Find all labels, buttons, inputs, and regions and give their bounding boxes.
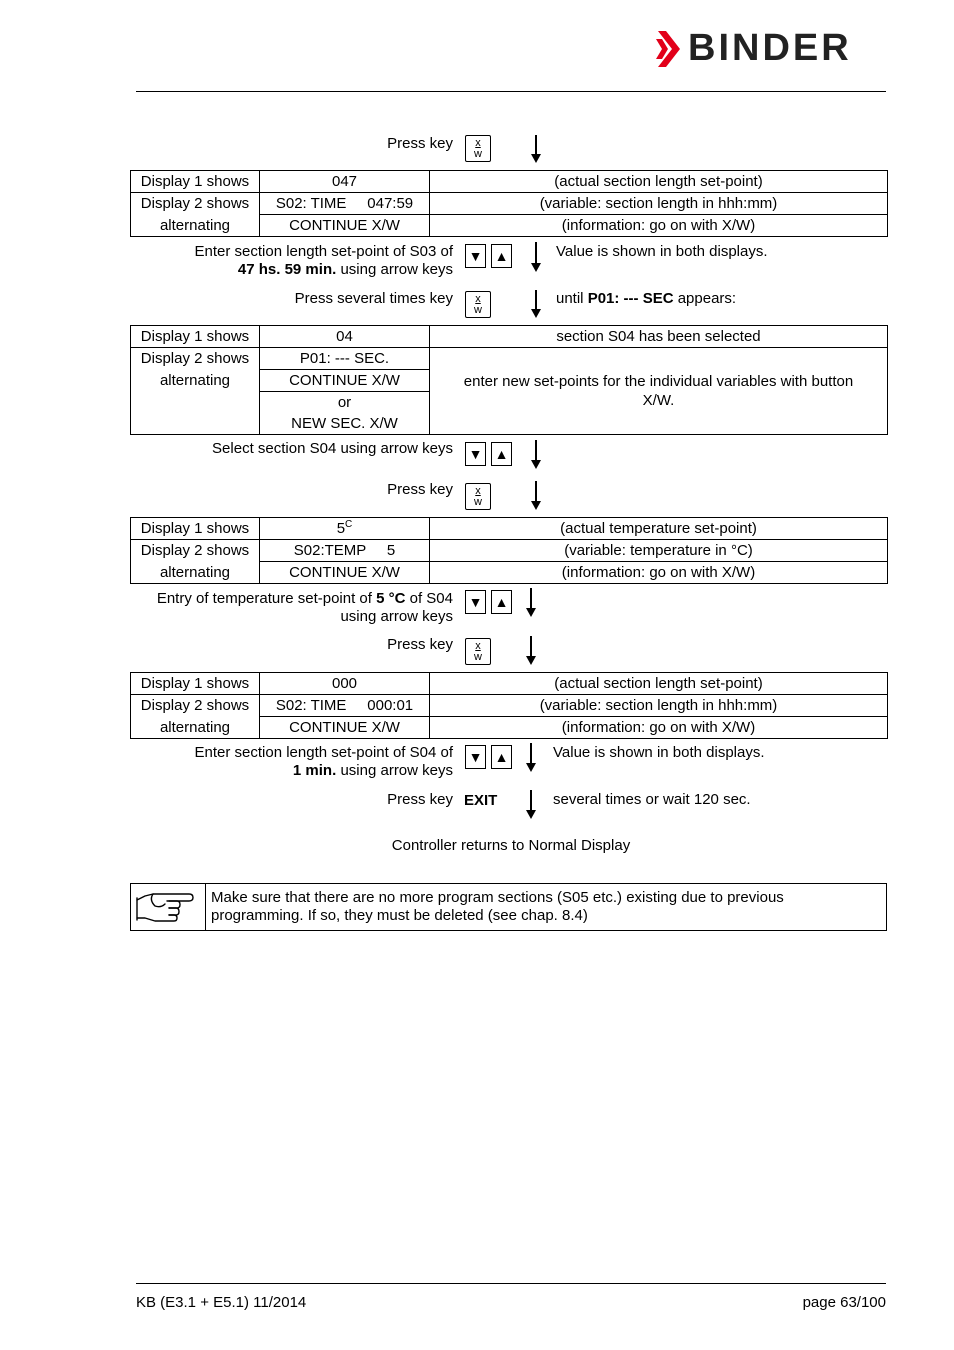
entry-temp-instruction: Entry of temperature set-point of 5 °C of S04 using arrow keys [156, 590, 453, 625]
table-cell: CONTINUE X/W [260, 562, 430, 584]
table-cell: $5^C$ [260, 518, 430, 540]
table-cell [131, 413, 260, 435]
down-arrow-icon [526, 790, 536, 819]
press-key-label: Press key [387, 636, 453, 653]
enter-s04-instruction: Enter section length set-point of S04 of 1 min. using arrow keys [194, 744, 453, 779]
table-cell: (information: go on with X/W) [430, 215, 888, 237]
arrow-down-key-icon: ▼ [465, 244, 486, 268]
display-table-1 [130, 170, 888, 237]
footer-document-id: KB (E3.1 + E5.1) 11/2014 [136, 1294, 307, 1311]
down-arrow-icon [526, 588, 536, 617]
table-cell: Display 2 shows [131, 193, 260, 215]
pointing-hand-icon [131, 884, 206, 930]
table-cell: Display 2 shows [131, 695, 260, 717]
binder-logo [656, 27, 888, 69]
press-key-label: Press key [387, 791, 453, 808]
value-shown-text: Value is shown in both displays. [556, 243, 768, 260]
down-arrow-icon [531, 440, 541, 469]
arrow-up-key-icon: ▲ [491, 442, 512, 466]
press-several-label: Press several times key [294, 290, 453, 307]
select-s04-label: Select section S04 using arrow keys [212, 440, 453, 457]
table-cell: (actual section length set-point) [430, 673, 888, 695]
binder-logo-text: BINDER [688, 27, 852, 69]
table-cell: (actual temperature set-point) [430, 518, 888, 540]
table-cell: alternating [131, 562, 260, 584]
footer-page-number: page 63/100 [802, 1294, 886, 1311]
enter-s03-instruction: Enter section length set-point of S03 of 47 hs. 59 min. using arrow keys [194, 243, 453, 278]
table-cell: Display 1 shows [131, 518, 260, 540]
display-table-2 [130, 325, 888, 435]
table-cell: (information: go on with X/W) [430, 562, 888, 584]
table-cell: (actual section length set-point) [430, 171, 888, 193]
arrow-up-key-icon: ▲ [491, 244, 512, 268]
table-cell: S02: TIME 047:59 [260, 193, 430, 215]
value-shown-text: Value is shown in both displays. [553, 744, 765, 761]
table-cell: Display 2 shows [131, 348, 260, 370]
arrow-down-key-icon: ▼ [465, 442, 486, 466]
arrow-up-key-icon: ▲ [491, 745, 512, 769]
press-key-label: Press key [387, 481, 453, 498]
table-cell: or [260, 392, 430, 414]
display-table-3 [130, 517, 888, 584]
table-cell: alternating [131, 717, 260, 739]
down-arrow-icon [531, 481, 541, 510]
table-cell: 000 [260, 673, 430, 695]
down-arrow-icon [526, 743, 536, 772]
xw-key-icon: x w [465, 291, 491, 318]
table-cell: Display 1 shows [131, 326, 260, 348]
note-box [130, 883, 887, 931]
table-cell: alternating [131, 215, 260, 237]
xw-key-icon: x w [465, 135, 491, 162]
table-cell: enter new set-points for the individual variables with button X/W. [430, 348, 888, 435]
press-key-label: Press key [387, 135, 453, 152]
table-cell: S02:TEMP 5 [260, 540, 430, 562]
table-cell: CONTINUE X/W [260, 717, 430, 739]
table-cell: NEW SEC. X/W [260, 413, 430, 435]
down-arrow-icon [531, 290, 541, 318]
arrow-up-key-icon: ▲ [491, 590, 512, 614]
down-arrow-icon [526, 636, 536, 665]
table-cell: CONTINUE X/W [260, 215, 430, 237]
exit-key-label: EXIT [464, 792, 498, 809]
table-cell: CONTINUE X/W [260, 370, 430, 392]
table-cell: alternating [131, 370, 260, 392]
table-cell: Display 2 shows [131, 540, 260, 562]
table-cell: P01: --- SEC. [260, 348, 430, 370]
binder-logo-mark-icon [656, 31, 682, 67]
xw-key-icon: x w [465, 483, 491, 510]
footer-rule [136, 1283, 886, 1284]
header-rule [136, 91, 886, 92]
down-arrow-icon [531, 135, 541, 163]
table-cell: (variable: temperature in °C) [430, 540, 888, 562]
table-cell: 047 [260, 171, 430, 193]
until-text: until P01: --- SEC appears: [556, 290, 737, 307]
table-cell: (variable: section length in hhh:mm) [430, 193, 888, 215]
returns-normal-display-text: Controller returns to Normal Display [391, 837, 631, 854]
table-cell: (variable: section length in hhh:mm) [430, 695, 888, 717]
arrow-down-key-icon: ▼ [465, 590, 486, 614]
xw-key-icon: x w [465, 638, 491, 665]
note-text: Make sure that there are no more program sections (S05 etc.) existing due to previous programming. If so, they must be deleted (see chap. 8.4) [211, 889, 784, 924]
table-cell: Display 1 shows [131, 171, 260, 193]
table-cell: Display 1 shows [131, 673, 260, 695]
display-table-4 [130, 672, 888, 739]
table-cell: 04 [260, 326, 430, 348]
table-cell: S02: TIME 000:01 [260, 695, 430, 717]
down-arrow-icon [531, 242, 541, 272]
exit-text: several times or wait 120 sec. [553, 791, 751, 808]
table-cell: section S04 has been selected [430, 326, 888, 348]
arrow-down-key-icon: ▼ [465, 745, 486, 769]
table-cell [131, 392, 260, 414]
table-cell: (information: go on with X/W) [430, 717, 888, 739]
